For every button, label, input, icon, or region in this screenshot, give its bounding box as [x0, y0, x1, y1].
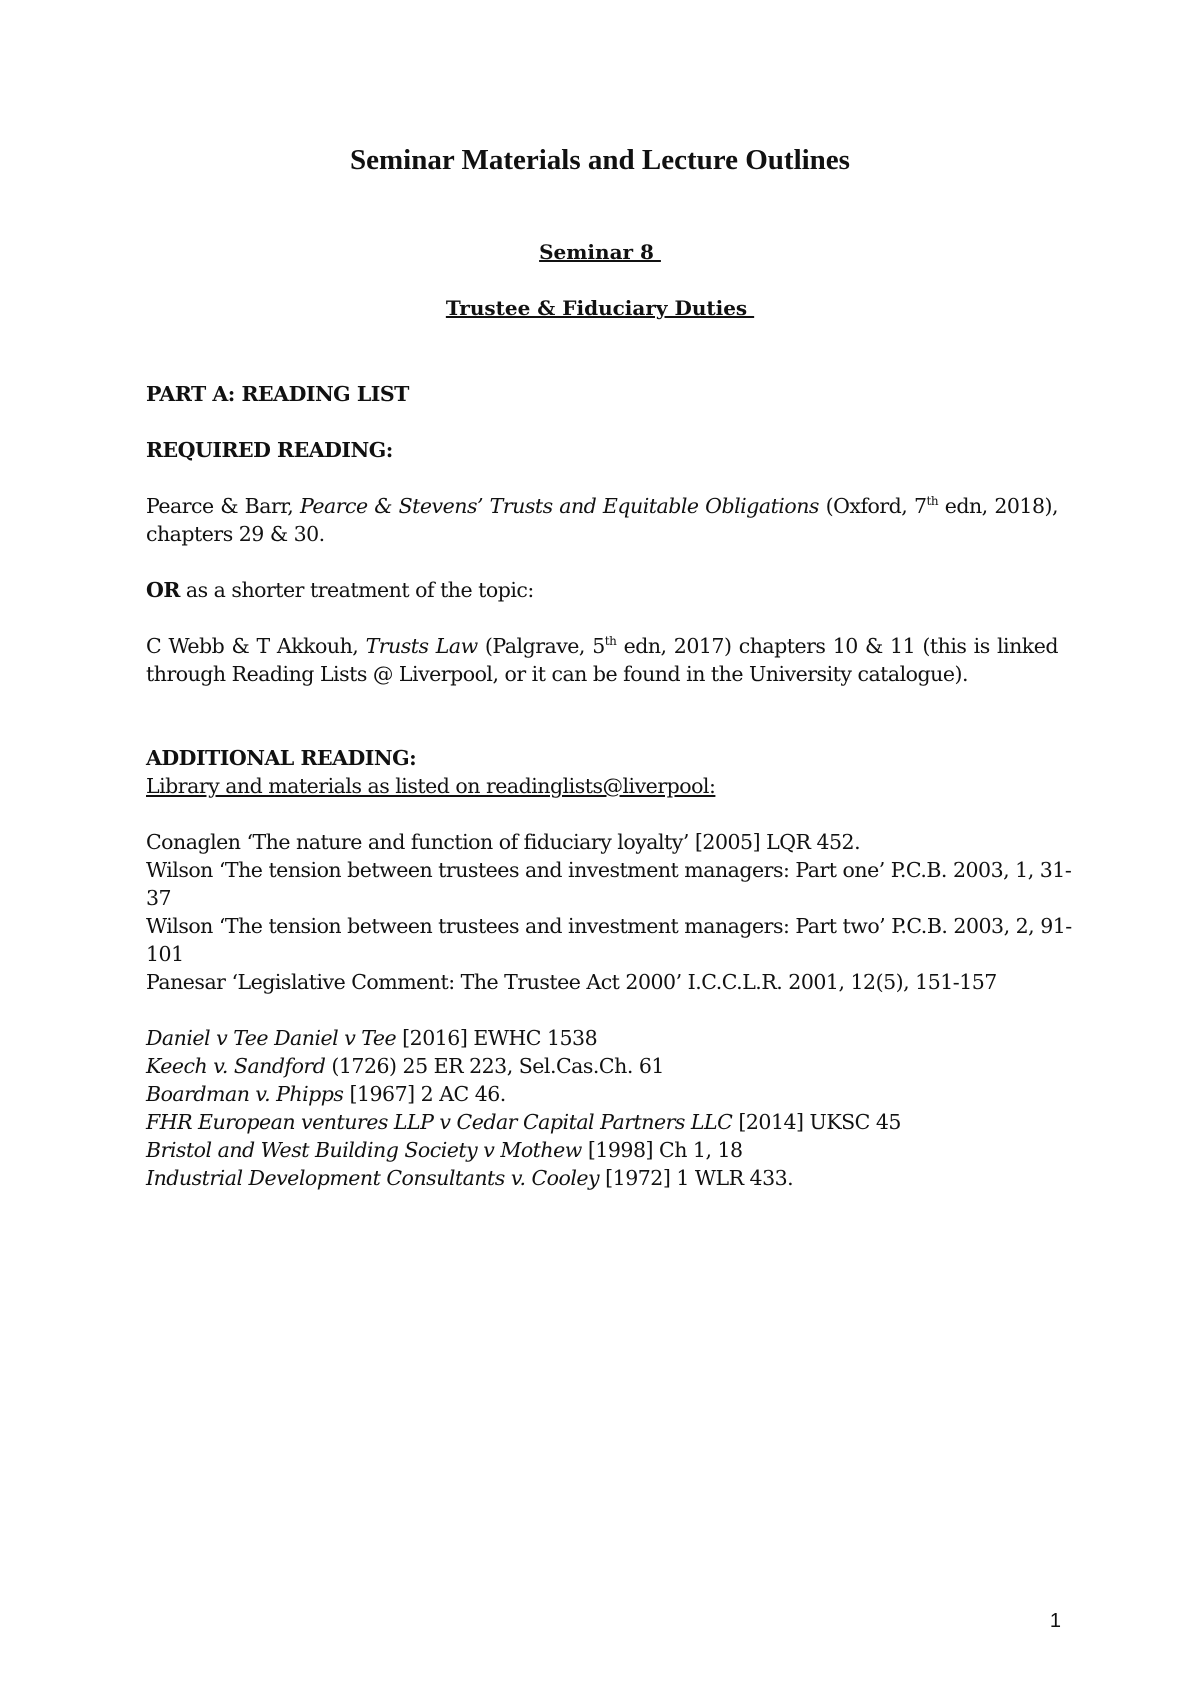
pearce-pub-start: (Oxford, 7	[818, 494, 927, 518]
pearce-chapters: chapters 29 & 30.	[146, 522, 325, 546]
case-citation: [1967] 2 AC 46.	[343, 1082, 506, 1106]
seminar-number: Seminar 8	[539, 240, 661, 264]
pearce-edition-sup: th	[926, 494, 939, 509]
required-reading-pearce	[146, 492, 1058, 520]
webb-pub-start: (Palgrave, 5	[477, 634, 605, 658]
webb-edition-sup: th	[604, 634, 617, 649]
page-title: Seminar Materials and Lecture Outlines	[350, 144, 850, 176]
webb-book-title: Trusts Law	[365, 634, 478, 658]
page-number: 1	[1049, 1610, 1061, 1632]
article-panesar: Panesar ‘Legislative Comment: The Trustee Act 2000’ I.C.C.L.R. 2001, 12(5), 151-157	[146, 970, 997, 994]
case-citation: [1972] 1 WLR 433.	[599, 1166, 794, 1190]
article-conaglen: Conaglen ‘The nature and function of fiduciary loyalty’ [2005] LQR 452.	[146, 830, 861, 854]
case-daniel-v-tee	[146, 1024, 597, 1052]
reading-list-link[interactable]: Library and materials as listed on readinglists@liverpool:	[146, 774, 716, 798]
webb-location: through Reading Lists @ Liverpool, or it can be found in the University catalogue).	[146, 662, 968, 686]
case-fhr-european-ventures	[146, 1108, 901, 1136]
case-name: Keech v. Sandford	[146, 1054, 326, 1078]
webb-pub-end: edn, 2017) chapters 10 & 11 (this is linked	[616, 634, 1058, 658]
part-a-heading: PART A: READING LIST	[146, 382, 409, 406]
required-reading-webb	[146, 632, 1058, 660]
or-shorter-treatment	[146, 576, 534, 604]
case-citation: [1998] Ch 1, 18	[581, 1138, 743, 1162]
case-keech-v-sandford	[146, 1052, 664, 1080]
or-text: as a shorter treatment of the topic:	[179, 578, 534, 602]
required-reading-heading: REQUIRED READING:	[146, 438, 393, 462]
additional-reading-heading: ADDITIONAL READING:	[146, 746, 417, 770]
case-name: Daniel v Tee Daniel v Tee	[146, 1026, 397, 1050]
article-wilson-part-one: Wilson ‘The tension between trustees and investment managers: Part one’ P.C.B. 2003, 1, 31-	[146, 858, 1072, 882]
case-name: Bristol and West Building Society v Mothew	[146, 1138, 582, 1162]
case-name: Industrial Development Consultants v. Cooley	[146, 1166, 600, 1190]
case-citation: (1726) 25 ER 223, Sel.Cas.Ch. 61	[325, 1054, 664, 1078]
case-citation: [2016] EWHC 1538	[396, 1026, 598, 1050]
case-citation: [2014] UKSC 45	[732, 1110, 901, 1134]
case-name: Boardman v. Phipps	[146, 1082, 344, 1106]
case-bristol-and-west	[146, 1136, 743, 1164]
article-wilson-part-two: Wilson ‘The tension between trustees and investment managers: Part two’ P.C.B. 2003, 2, 91-	[146, 914, 1072, 938]
seminar-topic: Trustee & Fiduciary Duties	[445, 296, 755, 320]
or-label: OR	[146, 578, 180, 602]
article-wilson-part-one-pages: 37	[146, 886, 172, 910]
case-industrial-development	[146, 1164, 793, 1192]
pearce-pub-end: edn, 2018),	[938, 494, 1059, 518]
pearce-book-title: Pearce & Stevens’ Trusts and Equitable Obligations	[299, 494, 819, 518]
article-wilson-part-two-pages: 101	[146, 942, 184, 966]
pearce-author: Pearce & Barr,	[146, 494, 300, 518]
webb-author: C Webb & T Akkouh,	[146, 634, 366, 658]
case-boardman-v-phipps	[146, 1080, 506, 1108]
case-name: FHR European ventures LLP v Cedar Capital Partners LLC	[146, 1110, 733, 1134]
